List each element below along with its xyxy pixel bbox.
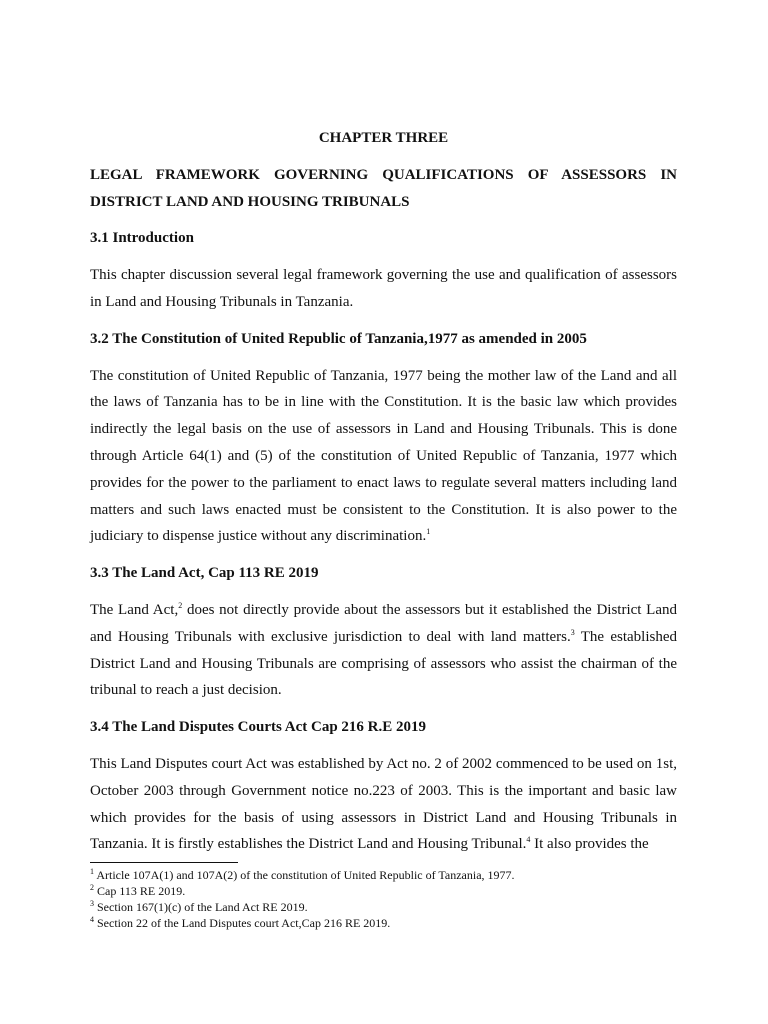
section-heading-3-1: 3.1 Introduction — [90, 230, 194, 247]
section-heading-3-3: 3.3 The Land Act, Cap 113 RE 2019 — [90, 565, 319, 582]
section-body-3-2-text: The constitution of United Republic of Tanzania, 1977 being the mother law of the Land and all the laws of Tanzania has to be in line with the Constitution. It is the basic law which provides indirectly the legal basis on the use of assessors in Land and Housing Tribunals. This is done through Article 64(1) and (5) of the constitution of United Republic of Tanzania, 1977 which provides for the power to the parliament to enact laws to regulate several matters including land matters and such laws enacted must be consistent to the Constitution. It is also power to the judiciary to dispense justice without any discrimination. — [90, 367, 677, 545]
footnote-ref-2[interactable]: 2 — [178, 600, 183, 610]
footnote-text: Section 167(1)(c) of the Land Act RE 2019. — [97, 900, 308, 914]
section-body-3-3 — [90, 597, 677, 704]
footnote-number: 4 — [90, 915, 94, 924]
footnote-ref-1[interactable]: 1 — [426, 527, 431, 537]
chapter-title: CHAPTER THREE — [318, 130, 449, 146]
footnote-item — [90, 915, 680, 931]
page-content — [90, 125, 677, 868]
section-body-3-3-part-c: The established District Land and Housing Tribunals are comprising of assessors who assist the chairman of the tribunal to reach a just decision. — [90, 628, 678, 699]
footnote-ref-4[interactable]: 4 — [526, 835, 531, 845]
main-title: LEGAL FRAMEWORK GOVERNING QUALIFICATIONS OF ASSESSORS IN DISTRICT LAND AND HOUSING TRIBUNALS — [90, 166, 677, 210]
footnote-text: Article 107A(1) and 107A(2) of the constitution of United Republic of Tanzania, 1977. — [96, 868, 515, 882]
section-body-3-4-part-a: This Land Disputes court Act was established by Act no. 2 of 2002 commenced to be used on 1st, October 2003 through Government notice no.223 of 2003. This is the important and basic law which provides for the basis of using assessors in District Land and Housing Tribunals in Tanzania. It is firstly establishes the District Land and Housing Tribunal. — [90, 755, 677, 853]
footnotes — [90, 867, 680, 931]
section-body-3-4-part-b: It also provides the — [530, 836, 649, 853]
section-body-3-2 — [90, 363, 677, 551]
footnote-ref-3[interactable]: 3 — [570, 627, 575, 637]
section-body-3-1: This chapter discussion several legal framework governing the use and qualification of assessors in Land and Housing Tribunals in Tanzania. — [90, 267, 677, 310]
section-body-3-3-part-a: The Land Act, — [90, 601, 179, 618]
footnote-number: 1 — [90, 867, 94, 876]
section-heading-3-2: 3.2 The Constitution of United Republic of Tanzania,1977 as amended in 2005 — [90, 330, 587, 347]
footnote-number: 3 — [90, 899, 94, 908]
footnote-item — [90, 883, 680, 899]
section-body-3-4 — [90, 751, 677, 858]
footnote-item — [90, 899, 680, 915]
footnote-number: 2 — [90, 883, 94, 892]
footnote-text: Cap 113 RE 2019. — [97, 884, 186, 898]
footnote-text: Section 22 of the Land Disputes court Act,Cap 216 RE 2019. — [97, 916, 391, 930]
footnote-separator — [90, 862, 238, 863]
footnote-item — [90, 867, 680, 883]
section-body-3-3-part-b: does not directly provide about the assessors but it established the District Land and Housing Tribunals with exclusive jurisdiction to deal with land matters. — [90, 601, 677, 645]
section-heading-3-4: 3.4 The Land Disputes Courts Act Cap 216 R.E 2019 — [90, 719, 427, 736]
